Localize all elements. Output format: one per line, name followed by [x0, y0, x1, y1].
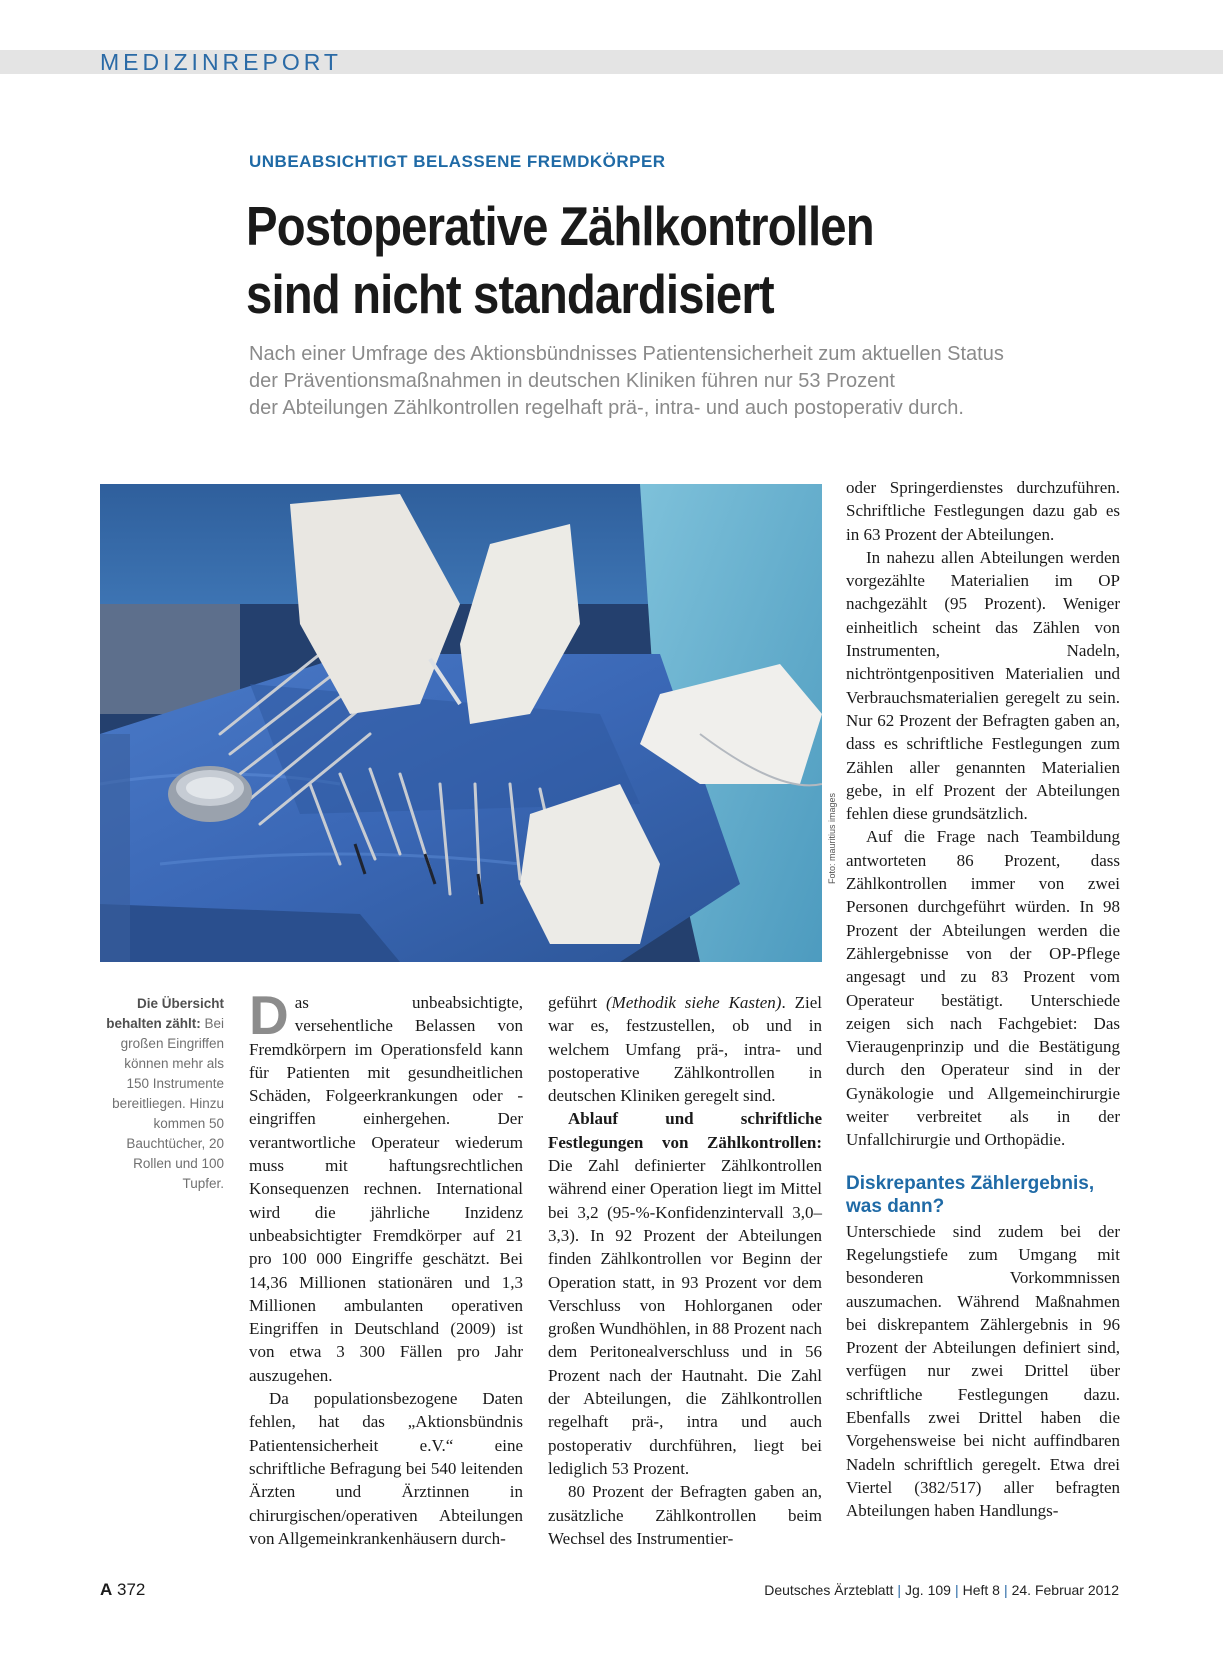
surgical-instruments-illustration	[100, 484, 822, 962]
lead-line-2: der Präventionsmaßnahmen in deutschen Kliniken führen nur 53 Prozent	[249, 370, 895, 392]
journal-footer: Deutsches Ärzteblatt | Jg. 109 | Heft 8 | 24. Februar 2012	[764, 1582, 1119, 1598]
drop-cap: D	[249, 984, 289, 1046]
paragraph: geführt (Methodik siehe Kasten). Ziel war es, festzustellen, ob und in welchem Umfang prä-, intra- und postoperative Zählkontrollen in deutschen Kliniken geregelt sind.	[548, 993, 822, 1106]
lead-line-1: Nach einer Umfrage des Aktionsbündnisses Patientensicherheit zum aktuellen Status	[249, 343, 1004, 365]
paragraph: Ablauf und schriftliche Festlegungen von Zählkontrollen: Die Zahl definierter Zählkontrollen während einer Operation liegt im Mittel bei 3,2 (95-%-Konfidenzintervall 3,0–3,3). In 92 Prozent der Abteilungen finden Zählkontrollen vor Beginn der Operation statt, in 93 Prozent vor dem Verschluss von Hohlorganen oder großen Wundhöhlen, in 88 Prozent nach dem Peritonealverschluss und in 56 Prozent nach der Hautnaht. Die Zahl der Abteilungen, die Zählkontrollen regelhaft prä-, intra und auch postoperativ durchführen, liegt bei lediglich 53 Prozent.	[548, 1109, 822, 1478]
journal-name: Deutsches Ärzteblatt	[764, 1582, 894, 1598]
inline-subhead: Ablauf und schriftliche Festlegungen von Zählkontrollen:	[548, 1109, 822, 1152]
paragraph: 80 Prozent der Befragten gaben an, zusätzliche Zählkontrollen beim Wechsel des Instrumentier-	[548, 1482, 822, 1548]
headline-line-1: Postoperative Zählkontrollen	[246, 195, 874, 257]
caption-bold: Die Übersicht behalten zählt:	[106, 996, 224, 1031]
lead-paragraph	[249, 341, 1149, 422]
journal-issue: Heft 8	[962, 1582, 1000, 1598]
photo-caption	[100, 994, 224, 1194]
paragraph: Das unbeabsichtigte, versehentliche Belassen von Fremdkörpern im Operationsfeld kann für Patienten mit gesundheitlichen Schäden, Folgeerkrankungen oder -eingriffen einhergehen. Der verantwortliche Operateur wiederum muss mit haftungsrechtlichen Konsequenzen rechnen. International wird die jährliche Inzidenz unbeabsichtigter Fremdkörper auf 21 pro 100 000 Eingriffe geschätzt. Bei 14,36 Millionen stationären und 1,3 Millionen ambulanten operativen Eingriffen in Deutschland (2009) ist von etwa 3 300 Fällen pro Jahr auszugehen.	[249, 984, 523, 1385]
caption-text: Bei großen Eingriffen können mehr als 150 Instrumente bereitliegen. Hinzu kommen 50 Bauchtücher, 20 Rollen und 100 Tupfer.	[112, 1016, 224, 1191]
subheading: Diskrepantes Zählergebnis, was dann?	[846, 1172, 1095, 1217]
headline	[246, 192, 1020, 328]
headline-line-2: sind nicht standardisiert	[246, 263, 774, 325]
lead-line-3: der Abteilungen Zählkontrollen regelhaft prä-, intra- und auch postoperativ durch.	[249, 397, 964, 419]
journal-date: 24. Februar 2012	[1011, 1582, 1119, 1598]
body-column-1	[249, 984, 523, 1550]
page-number	[100, 1580, 145, 1600]
page-number-value: 372	[117, 1580, 146, 1599]
section-label: MEDIZINREPORT	[100, 49, 342, 75]
paragraph: Auf die Frage nach Teambildung antworteten 86 Prozent, dass Zählkontrollen immer von zwei Personen durchgeführt würden. In 98 Prozent der Abteilungen werden die Zählergebnisse von der OP-Pflege angesagt und zu 83 Prozent vom Operateur bestätigt. Unterschiede zeigen sich nach Fachgebiet: Das Vieraugenprinzip und die Bestätigung durch den Operateur sind in der Gynäkologie und Allgemeinchirurgie weiter verbreitet als in der Unfallchirurgie und Orthopädie.	[846, 827, 1120, 1150]
paragraph: Unterschiede sind zudem bei der Regelungstiefe zum Umgang mit besonderen Vorkommnissen auszumachen. Während Maßnahmen bei diskrepantem Zählergebnis in 96 Prozent der Abteilungen definiert sind, verfügen nur zwei Drittel über schriftliche Festlegungen dazu. Ebenfalls zwei Drittel haben die Vorgehensweise bei nicht auffindbaren Nadeln schriftlich geregelt. Etwa drei Viertel (382/517) aller befragten Abteilungen haben Handlungs-	[846, 1221, 1120, 1521]
kicker: UNBEABSICHTIGT BELASSENE FREMDKÖRPER	[249, 152, 666, 171]
paragraph: oder Springerdienstes durchzuführen. Schriftliche Festlegungen dazu gab es in 63 Prozent der Abteilungen.	[846, 478, 1120, 544]
photo-credit: Foto: mauritius images	[827, 792, 837, 884]
body-column-3	[846, 476, 1120, 1522]
journal-volume: Jg. 109	[905, 1582, 951, 1598]
body-column-2	[548, 991, 822, 1550]
paragraph: In nahezu allen Abteilungen werden vorgezählte Materialien im OP nachgezählt (95 Prozent). Weniger einheitlich scheint das Zählen von Instrumenten, Nadeln, nichtröntgenpositiven Materialien und Verbrauchsmaterialien geregelt zu sein. Nur 62 Prozent der Befragten gaben an, dass es schriftliche Festlegungen zum Zählen aller genannten Materialien gebe, in elf Prozent der Abteilungen fehlen diese grundsätzlich.	[846, 547, 1120, 824]
paragraph: Da populationsbezogene Daten fehlen, hat das „Aktionsbündnis Patientensicherheit e.V.“ eine schriftliche Befragung bei 540 leitenden Ärzten und Ärztinnen in chirurgischen/operativen Abteilungen von Allgemeinkrankenhäusern durch-	[249, 1389, 523, 1548]
surgery-photo	[100, 484, 822, 962]
page-letter: A	[100, 1580, 113, 1599]
